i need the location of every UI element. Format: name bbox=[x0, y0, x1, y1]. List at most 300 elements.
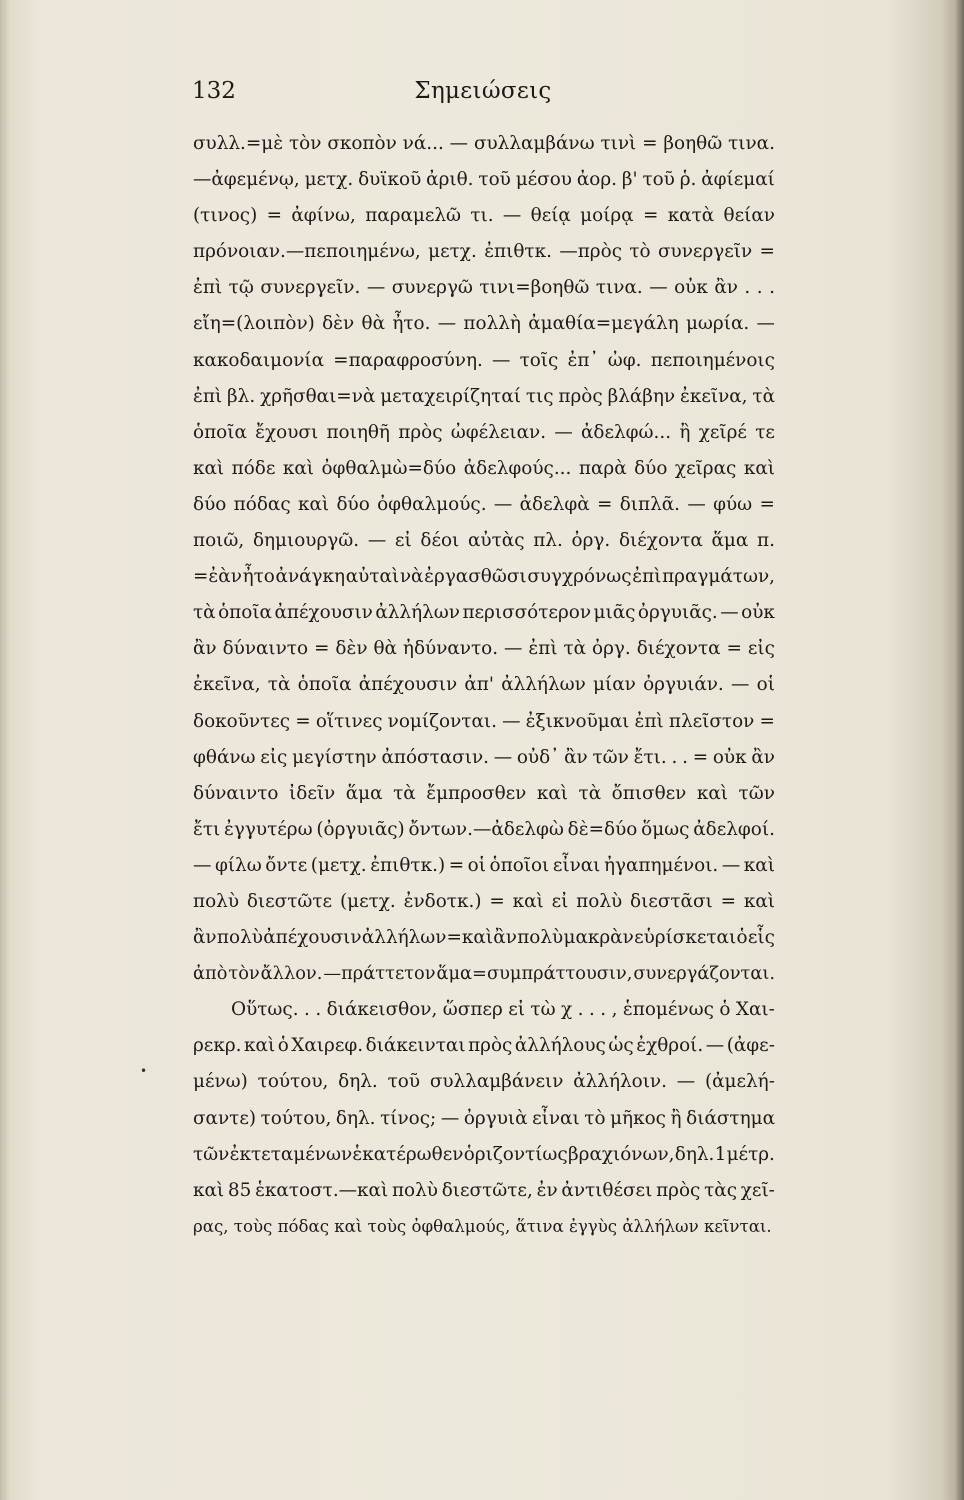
word: χρῆσθαι=νὰ bbox=[260, 385, 376, 407]
word: διεστᾶσι bbox=[630, 890, 713, 912]
word: πλεῖστον bbox=[668, 710, 755, 732]
word: ἐνδοτκ.) bbox=[403, 890, 482, 912]
text-line bbox=[193, 776, 775, 812]
text-line bbox=[193, 704, 775, 740]
word: β' bbox=[621, 169, 638, 191]
word: = bbox=[759, 241, 775, 263]
margin-bullet-mark: • bbox=[140, 1064, 148, 1078]
word: διέχοντα bbox=[636, 638, 721, 660]
word: . bbox=[577, 999, 584, 1021]
word: ἀφίνω, bbox=[291, 205, 356, 227]
word: τις bbox=[525, 385, 554, 407]
word: — bbox=[720, 602, 739, 624]
word: νά... bbox=[402, 133, 444, 154]
word: . bbox=[304, 999, 310, 1021]
word: ὄντων.—ἀδελφὼ bbox=[408, 818, 564, 840]
word: ἂν bbox=[714, 277, 738, 299]
word: ἔμπροσθεν bbox=[426, 782, 527, 804]
word: ἀπέχουσιν bbox=[263, 927, 362, 949]
word: εἰ bbox=[508, 999, 525, 1021]
word: καὶ bbox=[536, 782, 568, 804]
word: ἐπ᾽ bbox=[567, 349, 599, 371]
word: ἐν bbox=[536, 1179, 558, 1201]
word: ὁποῖοι bbox=[489, 854, 550, 876]
word: —ἀφεμένῳ, bbox=[193, 169, 300, 191]
text-line bbox=[193, 631, 775, 667]
word: ἅμα bbox=[711, 530, 749, 552]
word: τε bbox=[755, 421, 775, 443]
word: ἠγαπημένοι. bbox=[603, 854, 719, 876]
word: μίαν bbox=[593, 674, 636, 696]
word: διάκεινται bbox=[365, 1035, 466, 1057]
text-line bbox=[193, 812, 775, 848]
word: νὰ bbox=[399, 566, 424, 588]
text-line bbox=[193, 884, 775, 920]
word: εἶναι bbox=[552, 854, 601, 876]
word: καὶ bbox=[282, 457, 314, 479]
word: θὰ bbox=[373, 638, 397, 660]
word: ἐπὶ bbox=[528, 638, 558, 660]
word: τὰ bbox=[752, 385, 775, 407]
word: ὠφέλειαν. bbox=[450, 421, 547, 443]
text-line bbox=[193, 270, 775, 306]
word: , bbox=[611, 999, 618, 1021]
word: ἄλλον. bbox=[260, 963, 323, 985]
word: χ bbox=[561, 999, 573, 1021]
word: κατὰ bbox=[667, 205, 715, 227]
word: τινὶ bbox=[600, 133, 637, 154]
word: παραμελῶ bbox=[365, 205, 462, 227]
word: = bbox=[489, 890, 505, 912]
word: πολὺ bbox=[576, 890, 623, 912]
word: — bbox=[756, 313, 775, 335]
word: πρὸς bbox=[558, 385, 603, 407]
text-line bbox=[193, 523, 775, 559]
word: ἀλλήλους bbox=[514, 1035, 606, 1057]
word: — bbox=[502, 710, 521, 732]
text-line bbox=[193, 667, 775, 703]
text-line bbox=[193, 992, 775, 1028]
word: εἰ bbox=[394, 530, 412, 552]
word: — bbox=[676, 1071, 696, 1093]
word: — bbox=[649, 277, 668, 299]
word: — bbox=[449, 133, 469, 154]
word: καὶ bbox=[743, 890, 775, 912]
text-line bbox=[193, 343, 775, 379]
word: ἅμα bbox=[345, 782, 383, 804]
word: 1 bbox=[714, 1143, 727, 1165]
word: καὶ bbox=[512, 890, 544, 912]
word: περισσότερον bbox=[462, 602, 592, 624]
word: τι. bbox=[470, 205, 494, 227]
word: συνεργῶ bbox=[391, 277, 473, 299]
word: ὁ bbox=[736, 927, 748, 949]
text-line bbox=[193, 595, 775, 631]
word: χεῖρας bbox=[674, 457, 737, 479]
word: ἐπὶ bbox=[193, 385, 223, 407]
text-line bbox=[193, 559, 775, 595]
word: διάκεισθον, bbox=[326, 999, 438, 1021]
word: — bbox=[437, 313, 457, 335]
word: ἀλλήλοιν. bbox=[573, 1071, 667, 1093]
word: — bbox=[721, 854, 741, 876]
word: τὸ bbox=[629, 241, 651, 263]
word: ὠφ. bbox=[607, 349, 642, 371]
word: . bbox=[588, 999, 595, 1021]
word: ὄπισθεν bbox=[611, 782, 687, 804]
word: τὸν bbox=[289, 133, 322, 154]
word: — bbox=[367, 530, 387, 552]
word: = bbox=[642, 133, 658, 154]
word: ἀνάγκη bbox=[275, 566, 346, 588]
word: ὀφθαλμὼ=δύο bbox=[321, 457, 457, 479]
word: . bbox=[769, 277, 775, 299]
word: ἀλλήλων bbox=[375, 602, 460, 624]
word: = bbox=[266, 205, 283, 227]
word: — bbox=[731, 674, 750, 696]
word: εἰς bbox=[747, 638, 775, 660]
word: πόδε bbox=[231, 457, 276, 479]
word: φύω bbox=[713, 493, 753, 515]
text-line bbox=[193, 920, 775, 956]
word: οἵτινες bbox=[315, 710, 383, 732]
word: παρὰ bbox=[578, 457, 627, 479]
text-line-last: ρας, τοὺς πόδας καὶ τοὺς ὀφθαλμούς, ἅτινα ἐγγὺς ἀλλήλων κεῖνται. bbox=[193, 1216, 772, 1236]
word: μοίρᾳ bbox=[580, 205, 634, 227]
word: . bbox=[682, 746, 688, 768]
word: τινι=βοηθῶ bbox=[479, 277, 590, 299]
word: τῶν bbox=[592, 746, 629, 768]
word: κακοδαιμονία bbox=[193, 349, 325, 371]
text-line bbox=[193, 451, 775, 487]
word: ἐπιθτκ. bbox=[484, 241, 552, 263]
word: = bbox=[726, 638, 742, 660]
text-line bbox=[193, 848, 775, 884]
text-line bbox=[193, 1137, 775, 1173]
word: πεποιημένοις bbox=[650, 349, 775, 371]
word: — bbox=[687, 493, 706, 515]
word: συνεργεῖν. bbox=[260, 277, 361, 299]
word: συγχρόνως bbox=[527, 566, 632, 588]
word: — bbox=[705, 1035, 725, 1057]
word: δυϊκοῦ bbox=[358, 169, 422, 191]
word: ἐπὶ bbox=[632, 566, 662, 588]
word: δέοι bbox=[420, 530, 460, 552]
word: ὀργυιὰ bbox=[463, 1107, 528, 1129]
word: ἀριθ. bbox=[426, 169, 474, 191]
text-line bbox=[193, 740, 775, 776]
word: — bbox=[554, 421, 573, 443]
word: = bbox=[720, 890, 737, 912]
word: ἀλλήλων=καὶ bbox=[361, 927, 493, 949]
word: τοῖς bbox=[519, 349, 559, 371]
word: =ἐὰν bbox=[193, 566, 242, 588]
word: μέτρ. bbox=[726, 1143, 775, 1165]
word: ἀδελφούς... bbox=[463, 457, 572, 479]
running-title: Σημειώσεις bbox=[414, 78, 552, 104]
word: καὶ bbox=[193, 457, 225, 479]
word: = bbox=[692, 746, 709, 768]
word: ἐκεῖνα, bbox=[679, 385, 748, 407]
text-line bbox=[193, 1028, 775, 1064]
word: . bbox=[600, 999, 607, 1021]
word: ἀπέχουσιν bbox=[274, 602, 373, 624]
word: συνεργεῖν bbox=[658, 241, 753, 263]
notes-text-block bbox=[193, 126, 775, 1245]
word: καὶ bbox=[244, 1035, 276, 1057]
word: τὰς bbox=[704, 1179, 738, 1201]
word: μένω) bbox=[193, 1071, 248, 1093]
word: ἂν bbox=[493, 927, 517, 949]
word: πολὺ bbox=[193, 890, 239, 912]
word: ἔτι bbox=[193, 818, 221, 840]
word: εἰ bbox=[551, 890, 569, 912]
word: = bbox=[295, 710, 311, 732]
word: ἂν bbox=[564, 746, 588, 768]
word: ἀπὸ bbox=[193, 963, 228, 985]
word: καὶ bbox=[743, 457, 775, 479]
word: καὶ bbox=[297, 493, 330, 515]
word: . bbox=[744, 277, 751, 299]
page-right-edge-shadow bbox=[942, 0, 964, 1500]
word: ἀπέχουσιν bbox=[358, 674, 458, 696]
word: ἑκατοστ.—καὶ bbox=[255, 1179, 389, 1201]
word: — bbox=[193, 854, 212, 876]
page-header bbox=[192, 78, 774, 110]
word: = bbox=[759, 493, 775, 515]
word: ὁποῖα bbox=[193, 421, 247, 443]
word: ἦτο. bbox=[392, 313, 431, 335]
word: φθάνω bbox=[193, 746, 256, 768]
word: ὁποῖα bbox=[218, 602, 272, 624]
word: ἀδελφὰ bbox=[519, 493, 590, 515]
word: θὰ bbox=[361, 313, 386, 335]
text-line bbox=[193, 234, 775, 270]
word: τινα. bbox=[595, 277, 643, 299]
word: ἔτι. bbox=[633, 746, 667, 768]
word: συλλ.=μὲ bbox=[193, 133, 284, 154]
word: μετχ. bbox=[304, 169, 354, 191]
word: ὀφθαλμούς. bbox=[377, 493, 487, 515]
word: τὼ bbox=[530, 999, 556, 1021]
word: πλ. bbox=[533, 530, 563, 552]
text-line bbox=[193, 379, 775, 415]
word: τῶν bbox=[738, 782, 775, 804]
word: βραχιόνων, bbox=[568, 1143, 675, 1165]
word: καὶ bbox=[696, 782, 729, 804]
word: σαντε) bbox=[193, 1107, 257, 1129]
word: τὸν bbox=[228, 963, 260, 985]
word: βλ. bbox=[227, 385, 256, 407]
word: ἀφίεμαί bbox=[701, 169, 775, 191]
word: ποιηθῆ bbox=[326, 421, 390, 443]
word: ἰδεῖν bbox=[289, 782, 336, 804]
word: τοῦ bbox=[478, 169, 511, 191]
text-line bbox=[193, 415, 775, 451]
word: (ἀμελή- bbox=[704, 1071, 775, 1093]
word: οὐκ bbox=[741, 602, 775, 624]
word: εὑρίσκεται bbox=[634, 927, 737, 949]
word: τοῦ bbox=[387, 1071, 421, 1093]
word: εἰς bbox=[260, 746, 288, 768]
word: πολὺ bbox=[216, 927, 263, 949]
word: εἷς bbox=[747, 927, 775, 949]
text-line bbox=[193, 1064, 775, 1100]
word: ὥσπερ bbox=[442, 999, 503, 1021]
text-line bbox=[193, 956, 775, 992]
word: (ἀφε- bbox=[726, 1035, 775, 1057]
text-line bbox=[193, 162, 775, 198]
word: νομίζονται. bbox=[387, 710, 497, 732]
word: ἀπόστασιν. bbox=[381, 746, 489, 768]
word: τοῦ bbox=[642, 169, 675, 191]
word: δοκοῦντες bbox=[193, 710, 291, 732]
word: εἴη=(λοιπὸν) bbox=[193, 313, 315, 335]
word: ὀργ. bbox=[592, 638, 631, 660]
word: =παραφροσύνη. bbox=[333, 349, 483, 371]
word: διπλᾶ. bbox=[619, 493, 681, 515]
word: ὀργυιάν. bbox=[643, 674, 724, 696]
word: — bbox=[493, 493, 513, 515]
word: δὲν bbox=[322, 313, 355, 335]
word: Οὕτως. bbox=[231, 999, 299, 1021]
word: τούτου, bbox=[260, 1107, 332, 1129]
word: οὐκ bbox=[674, 277, 708, 299]
word: ὁ bbox=[277, 1035, 289, 1057]
word: ἀλλήλων bbox=[501, 674, 586, 696]
word: . bbox=[315, 999, 322, 1021]
word: τὰ bbox=[563, 638, 587, 660]
word: δύο bbox=[634, 457, 668, 479]
word: ῥ. bbox=[679, 169, 697, 191]
word: πρὸς bbox=[468, 1035, 513, 1057]
word: ἐγγυτέρω bbox=[224, 818, 313, 840]
word: —πρὸς bbox=[559, 241, 622, 263]
text-line bbox=[193, 198, 775, 234]
word: πρὸς bbox=[656, 1179, 701, 1201]
word: ὁ bbox=[719, 999, 731, 1021]
word: . bbox=[756, 277, 763, 299]
word: οἱ bbox=[467, 854, 486, 876]
word: δύναιντο bbox=[193, 782, 279, 804]
word: ἦτο bbox=[242, 566, 275, 588]
word: — bbox=[366, 277, 386, 299]
text-line bbox=[193, 1101, 775, 1137]
word: — bbox=[492, 349, 511, 371]
word: δηλ. bbox=[338, 1071, 378, 1093]
word: συλλαμβάνω bbox=[473, 133, 595, 154]
word: δηλ. bbox=[335, 1107, 376, 1129]
word: Χαιρεφ. bbox=[291, 1035, 364, 1057]
word: ἀμαθία=μεγάλη bbox=[528, 313, 679, 335]
word: ἀδελφώ... bbox=[581, 421, 672, 443]
word: —πράττετον bbox=[323, 963, 436, 985]
word: συλλαμβάνειν bbox=[429, 1071, 564, 1093]
word: δημιουργῶ. bbox=[252, 530, 360, 552]
word: μακρὰν bbox=[563, 927, 634, 949]
word: διέχοντα bbox=[618, 530, 703, 552]
word: φίλω bbox=[214, 854, 262, 876]
word: τίνος; bbox=[380, 1107, 437, 1129]
word: μιᾶς bbox=[593, 602, 636, 624]
word: πραγμάτων, bbox=[662, 566, 775, 588]
word: ὄντε bbox=[265, 854, 308, 876]
word: τὰ bbox=[267, 674, 291, 696]
word: πόδας bbox=[233, 493, 291, 515]
word: ἀορ. bbox=[576, 169, 618, 191]
word: μέσου bbox=[515, 169, 572, 191]
word: ρεκρ. bbox=[193, 1035, 242, 1057]
word: ἐπὶ bbox=[634, 710, 664, 732]
word: — bbox=[504, 638, 523, 660]
word: πολὺ bbox=[517, 927, 564, 949]
word: πολὺ bbox=[391, 1179, 438, 1201]
word: δύναιντο bbox=[222, 638, 309, 660]
word: οἱ bbox=[756, 674, 775, 696]
word: δύο bbox=[336, 493, 370, 515]
word: μῆκος bbox=[610, 1107, 666, 1129]
word: δύο bbox=[193, 493, 227, 515]
word: θείαν bbox=[723, 205, 775, 227]
word: πρὸς bbox=[398, 421, 443, 443]
word: βλάβην bbox=[607, 385, 676, 407]
word: ὀργυιᾶς. bbox=[637, 602, 718, 624]
word: μεγίστην bbox=[292, 746, 377, 768]
word: ἐκεῖνα, bbox=[193, 674, 261, 696]
word: οὐκ bbox=[712, 746, 747, 768]
word: τῷ bbox=[228, 277, 254, 299]
text-line bbox=[193, 306, 775, 342]
word: μωρία. bbox=[685, 313, 750, 335]
word: ποιῶ, bbox=[193, 530, 245, 552]
word: αὐταὶ bbox=[345, 566, 400, 588]
word: δηλ. bbox=[674, 1143, 715, 1165]
word: = bbox=[448, 854, 465, 876]
text-line bbox=[193, 1173, 775, 1209]
word: = bbox=[314, 638, 330, 660]
word: ὅμως bbox=[641, 818, 690, 840]
word: τῶν bbox=[193, 1143, 230, 1165]
word: ἂν bbox=[193, 638, 217, 660]
word: μεταχειρίζηταί bbox=[380, 385, 521, 407]
word: ἐχθροί. bbox=[636, 1035, 704, 1057]
word: βοηθῶ bbox=[663, 133, 723, 154]
word: διεστῶτε bbox=[246, 890, 333, 912]
word: τὰ bbox=[193, 602, 216, 624]
word: τὰ bbox=[393, 782, 416, 804]
word: — bbox=[440, 1107, 460, 1129]
word: — bbox=[493, 746, 513, 768]
word: τὸ bbox=[584, 1107, 606, 1129]
word: Χαι- bbox=[735, 999, 775, 1021]
word: καὶ bbox=[743, 854, 775, 876]
text-line bbox=[193, 126, 775, 162]
word: εἶναι bbox=[532, 1107, 580, 1129]
word: = bbox=[642, 205, 659, 227]
word: (μετχ. bbox=[310, 854, 367, 876]
word: θείᾳ bbox=[530, 205, 571, 227]
word: ἀδελφοί. bbox=[693, 818, 775, 840]
word: (τινος) bbox=[193, 205, 258, 227]
word: (ὀργυιᾶς) bbox=[316, 818, 405, 840]
word: αὐτὰς bbox=[468, 530, 525, 552]
word: . bbox=[671, 746, 678, 768]
page-left-edge-shadow bbox=[0, 0, 10, 1500]
word: π. bbox=[757, 530, 775, 552]
word: σκοπὸν bbox=[327, 133, 397, 154]
word: ἢ bbox=[679, 421, 691, 443]
page-number: 132 bbox=[192, 78, 236, 104]
